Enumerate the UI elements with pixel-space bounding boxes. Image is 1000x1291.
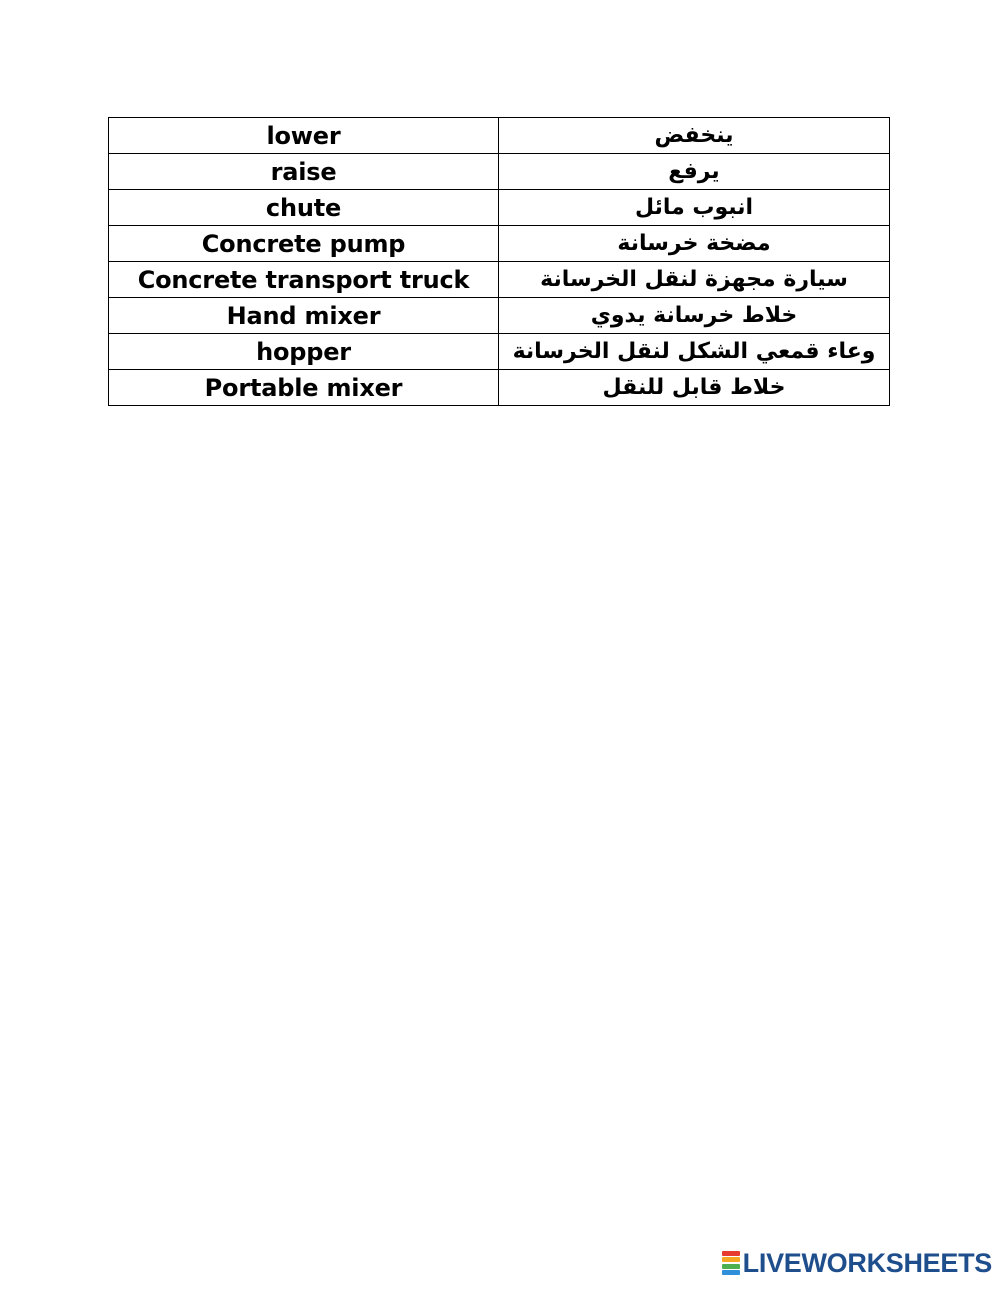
english-term: Hand mixer xyxy=(109,298,499,334)
english-term: lower xyxy=(109,118,499,154)
arabic-term: سيارة مجهزة لنقل الخرسانة xyxy=(499,262,890,298)
liveworksheets-logo-icon xyxy=(722,1251,740,1275)
arabic-term: انبوب مائل xyxy=(499,190,890,226)
logo-bar-blue xyxy=(722,1270,740,1275)
table-row xyxy=(109,190,890,226)
table-row xyxy=(109,334,890,370)
table-row xyxy=(109,226,890,262)
table-row xyxy=(109,298,890,334)
arabic-term: ينخفض xyxy=(499,118,890,154)
arabic-term: خلاط خرسانة يدوي xyxy=(499,298,890,334)
logo-bar-orange xyxy=(722,1257,740,1262)
logo-bar-green xyxy=(722,1264,740,1269)
table-row xyxy=(109,118,890,154)
english-term: Portable mixer xyxy=(109,370,499,406)
logo-bar-red xyxy=(722,1251,740,1256)
table-row xyxy=(109,370,890,406)
arabic-term: وعاء قمعي الشكل لنقل الخرسانة xyxy=(499,334,890,370)
table-row xyxy=(109,262,890,298)
arabic-term: مضخة خرسانة xyxy=(499,226,890,262)
english-term: chute xyxy=(109,190,499,226)
table-row xyxy=(109,154,890,190)
vocabulary-table xyxy=(108,117,890,406)
english-term: raise xyxy=(109,154,499,190)
arabic-term: يرفع xyxy=(499,154,890,190)
english-term: Concrete transport truck xyxy=(109,262,499,298)
english-term: Concrete pump xyxy=(109,226,499,262)
english-term: hopper xyxy=(109,334,499,370)
liveworksheets-branding xyxy=(722,1249,992,1277)
arabic-term: خلاط قابل للنقل xyxy=(499,370,890,406)
brand-name: LIVEWORKSHEETS xyxy=(742,1247,992,1278)
